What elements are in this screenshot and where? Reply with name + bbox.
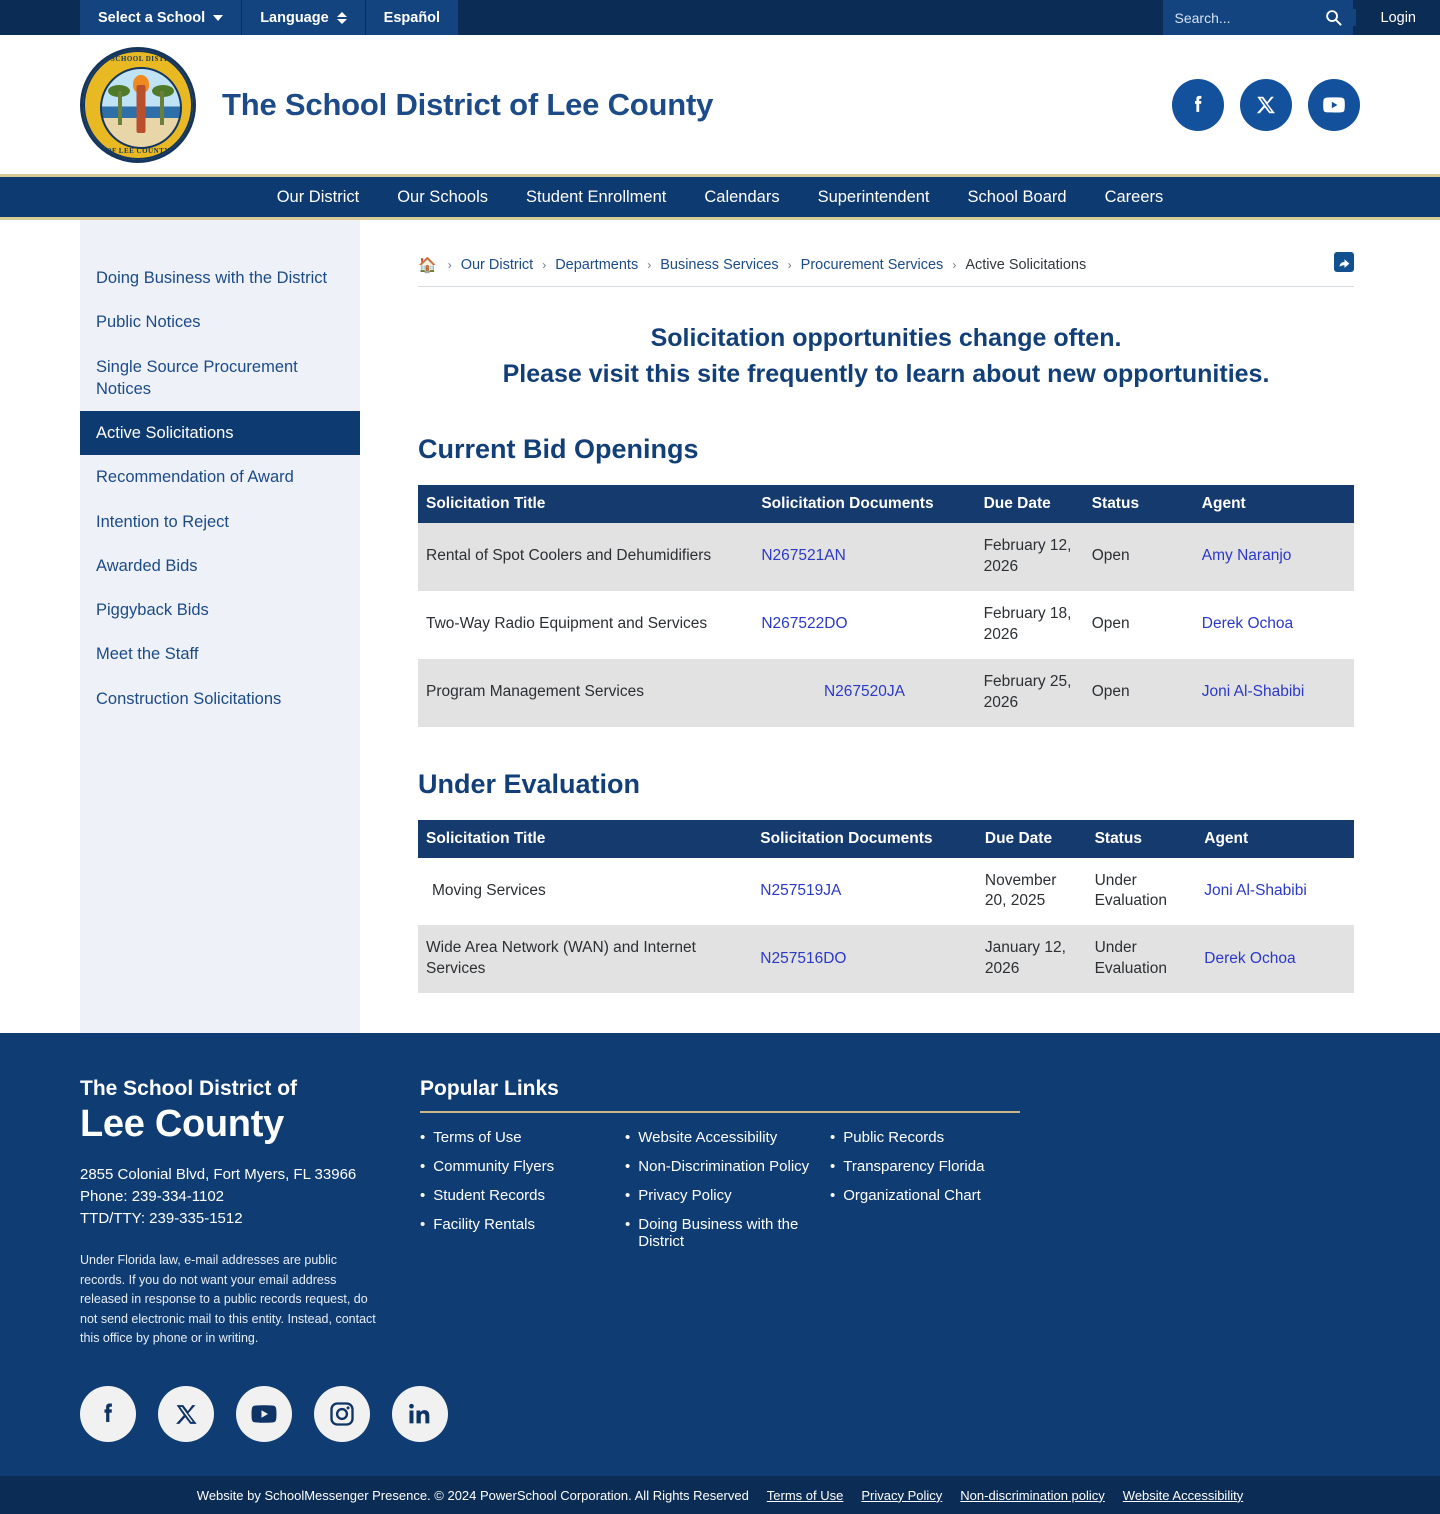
x-twitter-icon[interactable] xyxy=(158,1386,214,1442)
footer-link[interactable]: Student Records xyxy=(433,1187,545,1205)
column-header-solicitation-documents: Solicitation Documents xyxy=(752,820,977,858)
footer-link[interactable]: Community Flyers xyxy=(433,1158,555,1176)
popular-links-column-2 xyxy=(625,1129,830,1262)
linkedin-icon[interactable] xyxy=(392,1386,448,1442)
current-bid-openings-table xyxy=(418,485,1354,727)
footer-address: 2855 Colonial Blvd, Fort Myers, FL 33966 xyxy=(80,1166,357,1184)
cell-title: Moving Services xyxy=(418,858,752,926)
breadcrumb-separator: › xyxy=(647,258,652,272)
breadcrumb-separator: › xyxy=(542,258,547,272)
footer-link[interactable]: Transparency Florida xyxy=(843,1158,985,1176)
list-item xyxy=(420,1129,625,1146)
table-row xyxy=(418,659,1354,727)
popular-links-title: Popular Links xyxy=(420,1077,1020,1113)
agent-link[interactable]: Amy Naranjo xyxy=(1201,547,1292,565)
column-header-due-date: Due Date xyxy=(976,485,1084,523)
site-footer xyxy=(0,1033,1440,1476)
main-content xyxy=(360,220,1440,1033)
column-header-solicitation-title: Solicitation Title xyxy=(418,820,752,858)
seal-inner-scene xyxy=(100,67,182,149)
bullet-icon: • xyxy=(625,1129,631,1147)
cell-agent xyxy=(1194,659,1354,727)
bullet-icon: • xyxy=(625,1187,631,1205)
search-icon xyxy=(1325,9,1342,26)
nav-item-superintendent[interactable]: Superintendent xyxy=(817,188,930,206)
cell-due-date: November 20, 2025 xyxy=(977,858,1087,926)
list-item xyxy=(625,1158,830,1175)
popular-links-columns xyxy=(420,1129,1360,1262)
column-header-status: Status xyxy=(1084,485,1194,523)
document-link[interactable]: N267521AN xyxy=(761,547,846,565)
sidebar-item-single-source[interactable]: Single Source Procurement Notices xyxy=(96,357,298,398)
search-input[interactable] xyxy=(1175,10,1325,26)
breadcrumb-item-business-services[interactable]: Business Services xyxy=(660,257,779,273)
breadcrumb-separator: › xyxy=(447,258,452,272)
footer-link[interactable]: Organizational Chart xyxy=(843,1187,981,1205)
section-sidebar xyxy=(80,220,360,1033)
bullet-icon: • xyxy=(830,1158,836,1176)
table-body xyxy=(418,523,1354,727)
site-title: The School District of Lee County xyxy=(222,86,714,122)
agent-link[interactable]: Derek Ochoa xyxy=(1204,949,1296,967)
footer-social-links xyxy=(80,1348,1360,1476)
under-evaluation-table xyxy=(418,820,1354,994)
home-icon[interactable]: 🏠 xyxy=(418,257,437,274)
list-item xyxy=(420,1158,625,1175)
list-item xyxy=(420,1187,625,1204)
sidebar-item-construction-solicitations[interactable]: Construction Solicitations xyxy=(96,689,282,708)
language-label: Language xyxy=(260,9,329,26)
document-link[interactable]: N257519JA xyxy=(760,881,842,899)
x-twitter-icon[interactable] xyxy=(1240,79,1292,131)
bottom-link-privacy-policy[interactable]: Privacy Policy xyxy=(861,1487,943,1503)
cell-agent xyxy=(1196,858,1354,926)
footer-link[interactable]: Privacy Policy xyxy=(638,1187,732,1205)
table-head xyxy=(418,820,1354,858)
footer-brand xyxy=(80,1077,410,1348)
district-seal-logo[interactable] xyxy=(80,47,196,163)
share-icon[interactable] xyxy=(1334,252,1354,272)
table-head xyxy=(418,485,1354,523)
youtube-icon[interactable] xyxy=(1308,79,1360,131)
section-title-current-bid-openings: Current Bid Openings xyxy=(418,434,699,464)
section-title-under-evaluation: Under Evaluation xyxy=(418,768,641,799)
cell-status: Under Evaluation xyxy=(1087,858,1197,926)
facebook-icon[interactable] xyxy=(80,1386,136,1442)
list-item xyxy=(625,1216,830,1250)
nav-item-student-enrollment[interactable]: Student Enrollment xyxy=(526,188,667,206)
palm-trunk-left-icon xyxy=(118,91,122,125)
sidebar-item-meet-the-staff[interactable]: Meet the Staff xyxy=(96,645,199,664)
footer-link[interactable]: Doing Business with the District xyxy=(638,1216,799,1251)
cell-due-date: January 12, 2026 xyxy=(977,925,1087,993)
column-header-agent: Agent xyxy=(1194,485,1354,523)
breadcrumb-item-procurement-services[interactable]: Procurement Services xyxy=(800,257,944,273)
copyright-text: Website by SchoolMessenger Presence. © 2024 PowerSchool Corporation. All Rights Reserved xyxy=(196,1487,749,1503)
column-header-due-date: Due Date xyxy=(977,820,1087,858)
nav-item-our-schools[interactable]: Our Schools xyxy=(397,188,489,206)
popular-links-column-1 xyxy=(420,1129,625,1262)
masthead xyxy=(0,35,1440,174)
select-a-school-dropdown[interactable] xyxy=(80,0,242,35)
document-link[interactable]: N267522DO xyxy=(761,615,848,633)
breadcrumb-item-departments[interactable]: Departments xyxy=(555,257,639,273)
sidebar-item-recommendation-of-award[interactable]: Recommendation of Award xyxy=(96,468,294,487)
footer-phone: Phone: 239-334-1102 xyxy=(80,1187,225,1205)
top-utility-left xyxy=(80,0,459,35)
column-header-solicitation-title: Solicitation Title xyxy=(418,485,753,523)
breadcrumb-item-active-solicitations: Active Solicitations xyxy=(965,257,1087,273)
sidebar-item-piggyback-bids[interactable]: Piggyback Bids xyxy=(96,601,209,620)
breadcrumb-item-our-district[interactable]: Our District xyxy=(460,257,534,273)
instagram-icon[interactable] xyxy=(314,1386,370,1442)
cell-status: Open xyxy=(1084,523,1194,591)
sidebar-item-public-notices[interactable]: Public Notices xyxy=(96,313,201,332)
table-body xyxy=(418,858,1354,994)
cell-due-date: February 18, 2026 xyxy=(976,591,1084,659)
agent-link[interactable]: Joni Al-Shabibi xyxy=(1201,683,1305,701)
breadcrumb xyxy=(418,256,1354,287)
sidebar-item-doing-business[interactable]: Doing Business with the District xyxy=(96,269,328,287)
torch-icon xyxy=(137,85,146,133)
popular-links-column-3 xyxy=(830,1129,1035,1262)
cell-status: Open xyxy=(1084,659,1194,727)
facebook-icon[interactable] xyxy=(1172,79,1224,131)
bullet-icon: • xyxy=(420,1187,426,1205)
cell-due-date: February 25, 2026 xyxy=(976,659,1084,727)
footer-top xyxy=(80,1077,1360,1348)
select-a-school-label: Select a School xyxy=(98,9,206,26)
espanol-label: Español xyxy=(383,9,441,26)
document-link[interactable]: N267520JA xyxy=(823,683,905,701)
table-row xyxy=(418,523,1354,591)
column-header-status: Status xyxy=(1087,820,1197,858)
cell-title: Program Management Services xyxy=(418,659,753,727)
footer-link[interactable]: Website Accessibility xyxy=(638,1129,778,1147)
footer-legal-notice: Under Florida law, e-mail addresses are public records. If you do not want your email address released in response to a public records request, do not send electronic mail to this entity. Instead, contact this office by phone or in writing. xyxy=(80,1253,376,1345)
cell-title: Wide Area Network (WAN) and Internet Services xyxy=(418,925,752,993)
palm-trunk-right-icon xyxy=(160,91,164,125)
bullet-icon: • xyxy=(625,1216,631,1234)
cell-due-date: February 12, 2026 xyxy=(976,523,1084,591)
column-header-solicitation-documents: Solicitation Documents xyxy=(753,485,975,523)
footer-link[interactable]: Facility Rentals xyxy=(433,1216,535,1234)
bullet-icon: • xyxy=(830,1187,836,1205)
list-item xyxy=(830,1187,1035,1204)
footer-popular-links xyxy=(410,1077,1360,1348)
breadcrumb-separator: › xyxy=(787,258,792,272)
list-item xyxy=(830,1129,1035,1146)
page-body xyxy=(0,220,1440,1033)
footer-link[interactable]: Public Records xyxy=(843,1129,945,1147)
search-button[interactable] xyxy=(1325,9,1356,26)
top-utility-right xyxy=(1163,0,1440,35)
nav-item-our-district[interactable]: Our District xyxy=(276,188,360,206)
language-selector[interactable] xyxy=(242,0,365,35)
login-link[interactable]: Login xyxy=(1380,9,1416,26)
sidebar-item-awarded-bids[interactable]: Awarded Bids xyxy=(96,556,198,575)
seal-top-text: THE SCHOOL DISTRICT xyxy=(92,54,184,63)
youtube-icon[interactable] xyxy=(236,1386,292,1442)
banner-notice xyxy=(418,321,1354,392)
table-row xyxy=(418,925,1354,993)
cell-agent xyxy=(1194,523,1354,591)
sidebar-item-intention-to-reject[interactable]: Intention to Reject xyxy=(96,512,229,531)
search-container xyxy=(1163,0,1353,35)
bottom-link-website-accessibility[interactable]: Website Accessibility xyxy=(1122,1487,1244,1503)
sidebar-item-active-solicitations[interactable]: Active Solicitations xyxy=(80,411,360,455)
breadcrumb-separator: › xyxy=(952,258,957,272)
bullet-icon: • xyxy=(830,1129,836,1147)
cell-document xyxy=(753,659,975,727)
cell-title: Rental of Spot Coolers and Dehumidifiers xyxy=(418,523,753,591)
list-item xyxy=(625,1187,830,1204)
document-link[interactable]: N257516DO xyxy=(760,949,847,967)
table-row xyxy=(418,858,1354,926)
footer-ttd: TTD/TTY: 239-335-1512 xyxy=(80,1209,243,1227)
list-item xyxy=(420,1216,625,1233)
footer-link[interactable]: Non-Discrimination Policy xyxy=(638,1158,810,1176)
cell-document xyxy=(752,925,977,993)
chevron-down-icon xyxy=(213,15,223,21)
agent-link[interactable]: Joni Al-Shabibi xyxy=(1204,881,1307,899)
nav-item-calendars[interactable]: Calendars xyxy=(704,188,780,206)
bullet-icon: • xyxy=(625,1158,631,1176)
table-row xyxy=(418,591,1354,659)
seal-bottom-text: OF LEE COUNTY xyxy=(106,146,170,155)
footer-brand-line-2: Lee County xyxy=(80,1103,284,1146)
cell-document xyxy=(753,523,975,591)
table-header-row xyxy=(418,485,1354,523)
up-down-arrows-icon xyxy=(337,12,347,24)
cell-agent xyxy=(1194,591,1354,659)
agent-link[interactable]: Derek Ochoa xyxy=(1201,615,1294,633)
cell-agent xyxy=(1196,925,1354,993)
footer-brand-line-1: The School District of xyxy=(80,1077,298,1101)
footer-link[interactable]: Terms of Use xyxy=(433,1129,522,1147)
banner-line-1: Solicitation opportunities change often. xyxy=(650,324,1122,352)
top-utility-bar xyxy=(0,0,1440,35)
cell-document xyxy=(753,591,975,659)
bullet-icon: • xyxy=(420,1216,426,1234)
table-header-row xyxy=(418,820,1354,858)
bullet-icon: • xyxy=(420,1158,426,1176)
bottom-bar xyxy=(0,1476,1440,1514)
list-item xyxy=(830,1158,1035,1175)
espanol-link[interactable] xyxy=(366,0,459,35)
nav-item-school-board[interactable]: School Board xyxy=(967,188,1067,206)
nav-item-careers[interactable]: Careers xyxy=(1104,188,1164,206)
cell-status: Under Evaluation xyxy=(1087,925,1197,993)
bottom-link-terms-of-use[interactable]: Terms of Use xyxy=(766,1487,844,1503)
column-header-agent: Agent xyxy=(1196,820,1354,858)
bottom-link-non-discrimination[interactable]: Non-discrimination policy xyxy=(960,1487,1105,1503)
cell-title: Two-Way Radio Equipment and Services xyxy=(418,591,753,659)
banner-line-2: Please visit this site frequently to learn about new opportunities. xyxy=(502,359,1270,388)
bullet-icon: • xyxy=(420,1129,426,1147)
cell-status: Open xyxy=(1084,591,1194,659)
footer-contact xyxy=(80,1164,410,1229)
main-navigation xyxy=(0,174,1440,220)
list-item xyxy=(625,1129,830,1146)
header-social-links xyxy=(1172,79,1360,131)
cell-document xyxy=(752,858,977,926)
